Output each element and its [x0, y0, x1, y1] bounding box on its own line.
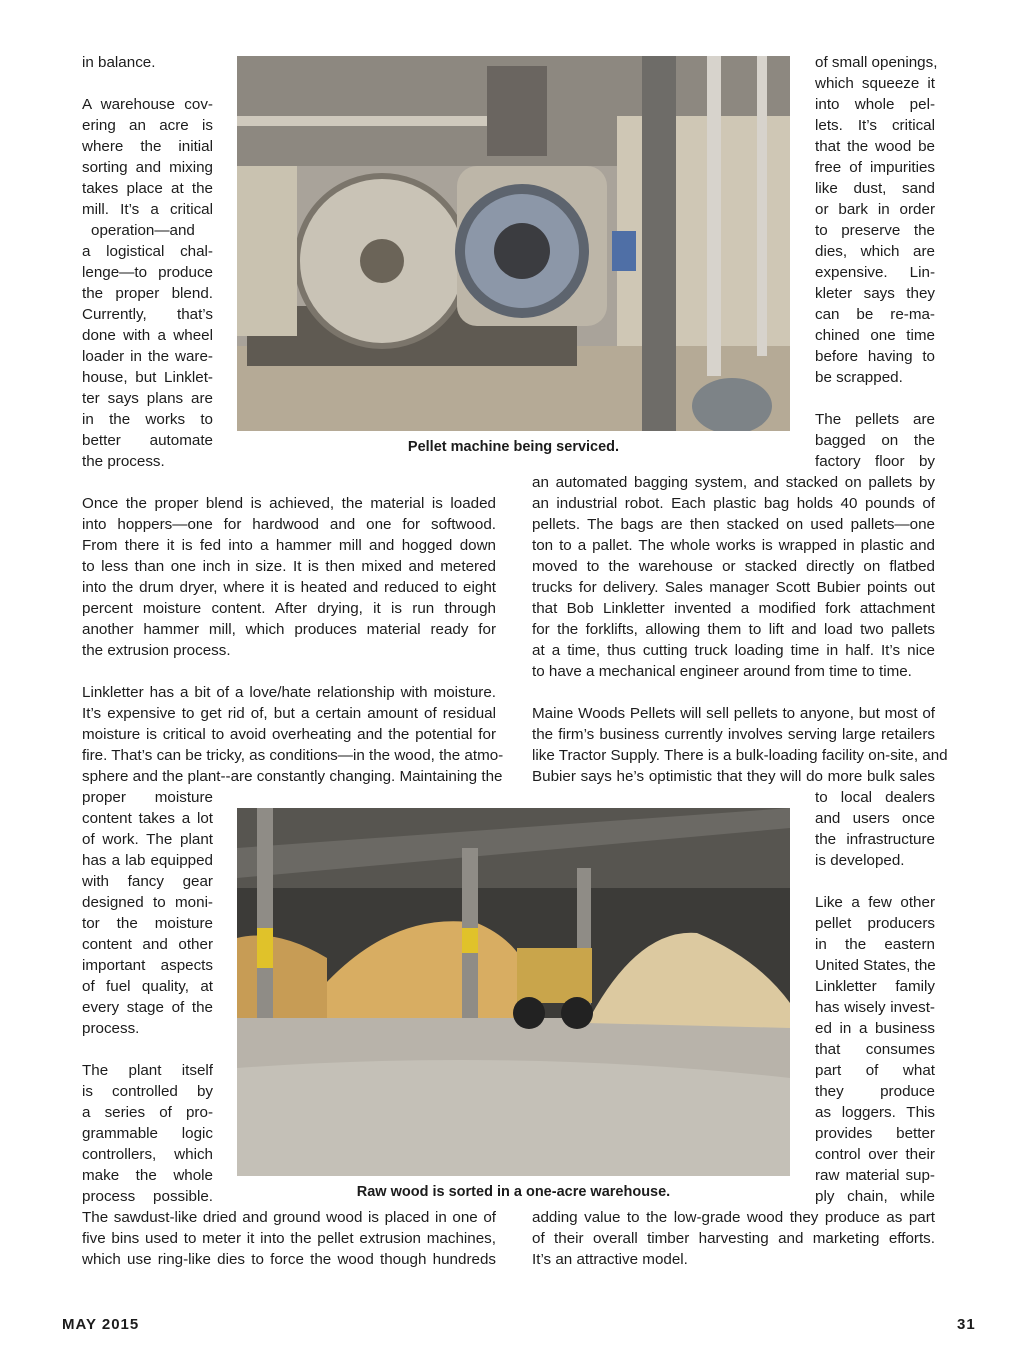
col-left-bottom-line: The plant itself — [82, 1062, 213, 1079]
col-right-top-line: that the wood be — [815, 138, 935, 155]
col-right-top-line: like dust, sand — [815, 180, 935, 197]
col-left-top-line: in the works to — [82, 411, 213, 428]
col-right-mid-line: Bubier says he’s optimistic that they will do more bulk sales — [532, 768, 935, 785]
col-left-bottom-line: process possible. — [82, 1188, 213, 1205]
col-left-bottom-line: every stage of the — [82, 999, 213, 1016]
col-right-bottom-line: and users once — [815, 810, 935, 827]
col-right-mid-line: Maine Woods Pellets will sell pellets to anyone, but most of — [532, 705, 935, 722]
col-right-bottom-line: as loggers. This — [815, 1104, 935, 1121]
col-left-mid-line: into the drum dryer, where it is heated and reduced to eight — [82, 579, 496, 596]
col-left-top-line: mill. It’s a critical — [82, 201, 213, 218]
col-right-top-line: before having to — [815, 348, 935, 365]
col-right-bottom-line: to local dealers — [815, 789, 935, 806]
col-right-mid-line: at a time, thus cutting truck loading time in half. It’s nice — [532, 642, 935, 659]
col-right-top-line: which squeeze it — [815, 75, 935, 92]
col-right-top-line: can be re-ma- — [815, 306, 935, 323]
col-right-mid-line: for the forklifts, allowing them to lift and load two pallets — [532, 621, 935, 638]
col-right-mid-line: ton to a pallet. The whole works is wrapped in plastic and — [532, 537, 935, 554]
photo2-caption: Raw wood is sorted in a one-acre warehouse. — [356, 1184, 671, 1200]
col-right-top-line: of small openings, — [815, 54, 938, 71]
col-right-bottom-line: they produce — [815, 1083, 935, 1100]
col-left-top-line: A warehouse cov- — [82, 96, 213, 113]
col-right-top-line: expensive. Lin- — [815, 264, 935, 281]
col-left-mid-line: the extrusion process. — [82, 642, 231, 659]
col-left-top-line: takes place at the — [82, 180, 213, 197]
col-right-mid-line: to have a mechanical engineer around from time to time. — [532, 663, 912, 680]
photo1-caption: Pellet machine being serviced. — [407, 439, 620, 455]
col-right-end-line: It’s an attractive model. — [532, 1251, 688, 1268]
col-left-mid-line: From there it is fed into a hammer mill and hogged down — [82, 537, 496, 554]
col-left-bottom-line: grammable logic — [82, 1125, 213, 1142]
col-right-end-line: adding value to the low-grade wood they produce as part — [532, 1209, 935, 1226]
col-left-bottom-line: with fancy gear — [82, 873, 213, 890]
col-left-top-line: house, but Linklet- — [82, 369, 213, 386]
col-left-bottom-line: content takes a lot — [82, 810, 213, 827]
col-right-bottom-line: has wisely invest- — [815, 999, 935, 1016]
col-left-mid-line: percent moisture content. After drying, it is run through — [82, 600, 496, 617]
col-right-bottom-line: raw material sup- — [815, 1167, 935, 1184]
col-right-top-line: bagged on the — [815, 432, 935, 449]
col-right-bottom-line: ed in a business — [815, 1020, 935, 1037]
col-left-top-line: where the initial — [82, 138, 213, 155]
col-right-bottom-line: provides better — [815, 1125, 935, 1142]
col-left-bottom-line: a series of pro- — [82, 1104, 213, 1121]
col-left-bottom-line: tor the moisture — [82, 915, 213, 932]
col-right-mid-line: pellets. The bags are then stacked on used pallets—one — [532, 516, 935, 533]
col-left-top-line: ter says plans are — [82, 390, 213, 407]
col-right-top-line: or bark in order — [815, 201, 935, 218]
col-right-bottom-line: United States, the — [815, 957, 936, 974]
col-left-top-line: Currently, that’s — [82, 306, 213, 323]
col-left-mid-line: into hoppers—one for hardwood and one for softwood. — [82, 516, 496, 533]
col-right-mid-line: the firm’s business currently involves serving large retailers — [532, 726, 935, 743]
col-right-mid-line: moved to the warehouse or stacked directly on flatbed — [532, 558, 935, 575]
col-right-top-line: lets. It’s critical — [815, 117, 935, 134]
col-left-bottom-line: make the whole — [82, 1167, 213, 1184]
col-left-mid-line: Linkletter has a bit of a love/hate relationship with moisture. — [82, 684, 496, 701]
col-left-top-line: the process. — [82, 453, 165, 470]
col-right-top-line: dies, which are — [815, 243, 935, 260]
col-left-bottom-line: is controlled by — [82, 1083, 213, 1100]
col-right-top-line: The pellets are — [815, 411, 935, 428]
col-right-bottom-line: Like a few other — [815, 894, 935, 911]
col-left-bottom-line: controllers, which — [82, 1146, 213, 1163]
col-right-bottom-line: is developed. — [815, 852, 905, 869]
col-left-top-line: the proper blend. — [82, 285, 213, 302]
col-left-bottom-line: proper moisture — [82, 789, 213, 806]
col-left-end-line: The sawdust-like dried and ground wood is placed in one of — [82, 1209, 496, 1226]
col-right-top-line: chined one time — [815, 327, 935, 344]
col-right-mid-line: trucks for delivery. Sales manager Scott Bubier points out — [532, 579, 935, 596]
col-left-bottom-line: of work. The plant — [82, 831, 213, 848]
col-right-bottom-line: control over their — [815, 1146, 935, 1163]
col-right-bottom-line: part of what — [815, 1062, 935, 1079]
col-left-mid-line: moisture is critical to avoid overheating and the potential for — [82, 726, 496, 743]
col-right-mid-line: an industrial robot. Each plastic bag holds 40 pounds of — [532, 495, 935, 512]
col-left-bottom-line: important aspects — [82, 957, 213, 974]
col-left-mid-line: fire. That’s can be tricky, as conditions—in the wood, the atmo- — [82, 747, 504, 764]
col-left-bottom-line: designed to moni- — [82, 894, 213, 911]
col-left-top-line: sorting and mixing — [82, 159, 213, 176]
col-left-mid-line: to less than one inch in size. It is then mixed and metered — [82, 558, 496, 575]
col-left-top-line: operation—and — [91, 222, 195, 239]
col-right-top-line: into whole pel- — [815, 96, 935, 113]
issue-date: MAY 2015 — [62, 1316, 140, 1333]
col-left-top-line: a logistical chal- — [82, 243, 213, 260]
col-right-top-line: to preserve the — [815, 222, 935, 239]
col-right-top-line: free of impurities — [815, 159, 935, 176]
col-left-mid-line: It’s expensive to get rid of, but a certain amount of residual — [82, 705, 496, 722]
col-left-top-line: lenge—to produce — [82, 264, 213, 281]
col-right-top-line: be scrapped. — [815, 369, 903, 386]
col-right-bottom-line: the infrastructure — [815, 831, 935, 848]
col-left-bottom-line: process. — [82, 1020, 140, 1037]
col-left-mid-line: another hammer mill, which produces material ready for — [82, 621, 496, 638]
page-number: 31 — [957, 1316, 976, 1333]
col-left-bottom-line: of fuel quality, at — [82, 978, 213, 995]
col-left-bottom-line: has a lab equipped — [82, 852, 213, 869]
col-right-bottom-line: ply chain, while — [815, 1188, 935, 1205]
col-right-end-line: of their overall timber harvesting and marketing efforts. — [532, 1230, 935, 1247]
col-left-end-line: which use ring-like dies to force the wood though hundreds — [82, 1251, 496, 1268]
warehouse-photo — [237, 808, 790, 1176]
pellet-machine-photo — [237, 56, 790, 431]
col-right-mid-line: an automated bagging system, and stacked on pallets by — [532, 474, 935, 491]
col-right-top-line: factory floor by — [815, 453, 935, 470]
col-right-bottom-line: pellet producers — [815, 915, 935, 932]
col-left-top-line: better automate — [82, 432, 213, 449]
col-right-mid-line: that Bob Linkletter invented a modified fork attachment — [532, 600, 935, 617]
col-left-end-line: five bins used to meter it into the pellet extrusion machines, — [82, 1230, 496, 1247]
col-left-top-line: done with a wheel — [82, 327, 213, 344]
col-right-top-line: kleter says they — [815, 285, 935, 302]
col-left-mid-line: sphere and the plant--are constantly changing. Maintaining the — [82, 768, 503, 785]
col-right-bottom-line: Linkletter family — [815, 978, 935, 995]
col-left-bottom-line: content and other — [82, 936, 213, 953]
col-right-bottom-line: in the eastern — [815, 936, 935, 953]
col-left-top-line: loader in the ware- — [82, 348, 213, 365]
col-left-top-line: in balance. — [82, 54, 156, 71]
col-left-top-line: ering an acre is — [82, 117, 213, 134]
col-right-bottom-line: that consumes — [815, 1041, 935, 1058]
col-left-mid-line: Once the proper blend is achieved, the material is loaded — [82, 495, 496, 512]
col-right-mid-line: like Tractor Supply. There is a bulk-loading facility on-site, and — [532, 747, 948, 764]
